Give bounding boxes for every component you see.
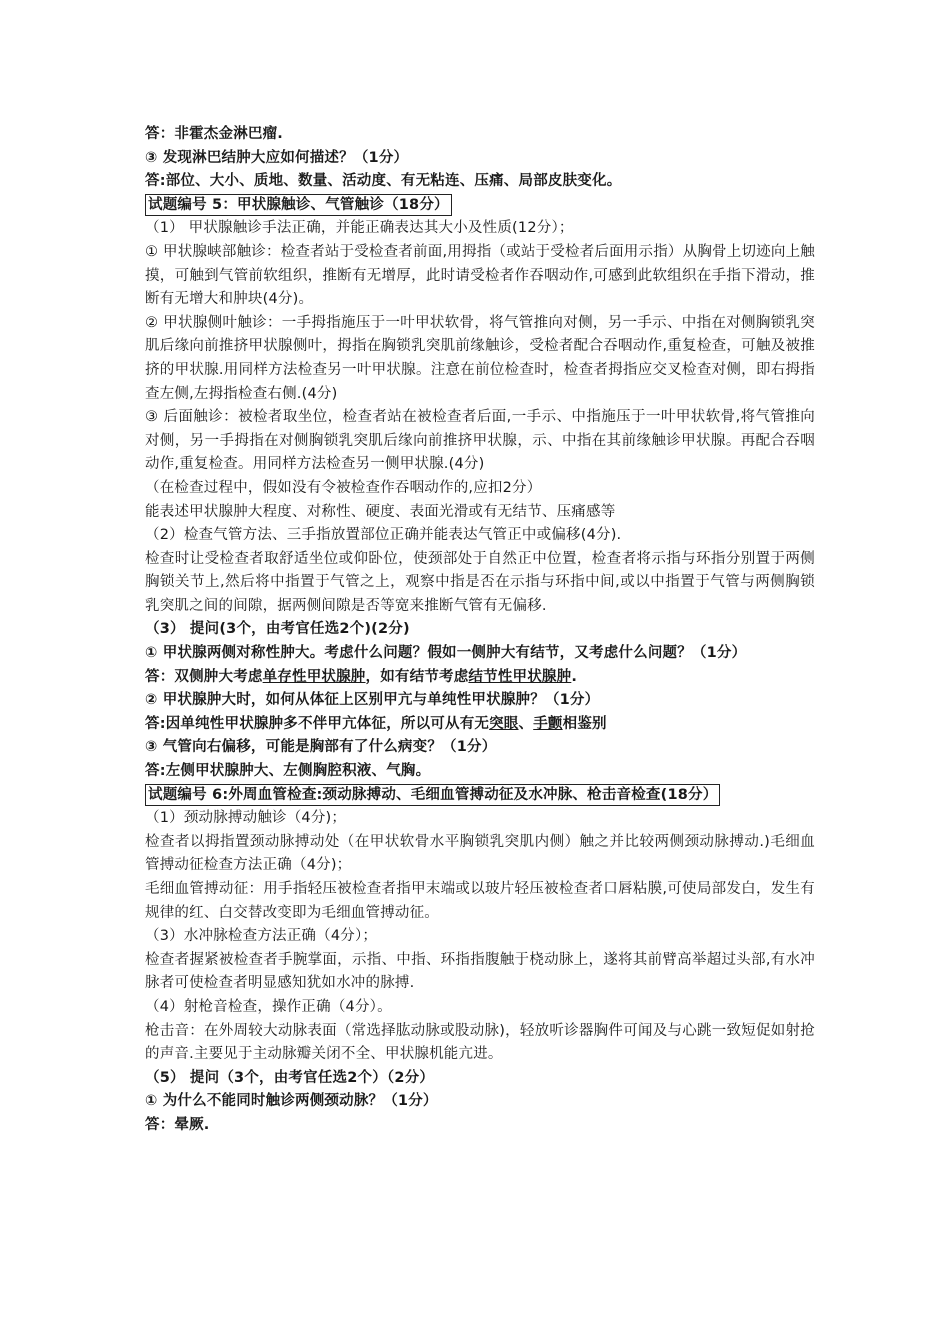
answer-text: 答:左侧甲状腺肿大、左侧胸腔积液、气胸。 xyxy=(145,763,431,780)
item-text: 能表述甲状腺肿大程度、对称性、硬度、表面光滑或有无结节、压痛感等 xyxy=(145,503,616,520)
question-text: ③ 发现淋巴结肿大应如何描述？（1分） xyxy=(145,149,409,166)
question-text: ① 甲状腺两侧对称性肿大。考虑什么问题？假如一侧肿大有结节，又考虑什么问题？（1分） xyxy=(145,645,747,662)
question-heading: （3） 提问(3个，由考官任选2个)(2分) xyxy=(145,621,410,638)
item-text: （3）水冲脉检查方法正确（4分）； xyxy=(145,928,378,945)
item-text: （1）颈动脉搏动触诊（4分)； xyxy=(145,810,347,827)
item-text: 毛细血管搏动征：用手指轻压被检查者指甲末端或以玻片轻压被检查者口唇粘膜,可使局部发白，发生有规律的红、白交替改变即为毛细血管搏动征。 xyxy=(145,881,815,921)
note-text: （在检查过程中，假如没有令被检查作吞咽动作的,应扣2分） xyxy=(145,479,542,496)
answer-text: 答：晕厥. xyxy=(145,1116,210,1133)
item-text: （2）检查气管方法、三手指放置部位正确并能表达气管正中或偏移(4分). xyxy=(145,527,622,544)
item-text: 枪击音：在外周较大动脉表面（常选择肱动脉或股动脉)，轻放听诊器胸件可闻及与心跳一致短促如射抢的声音.主要见于主动脉瓣关闭不全、甲状腺机能亢进。 xyxy=(145,1022,815,1063)
document-page xyxy=(145,123,815,1138)
item-text: ① 甲状腺峡部触诊：检查者站于受检查者前面,用拇指（或站于受检者后面用示指）从胸骨上切迹向上触摸，可触到气管前软组织，推断有无增厚，此时请受检者作吞咽动作,可感到此软组织在手指下滑动，推断有无增大和肿块(4分)。 xyxy=(145,243,815,308)
answer-text: 答：双侧肿大考虑单存性甲状腺肿，如有结节考虑结节性甲状腺肿. xyxy=(145,668,578,685)
answer-text: 答：非霍杰金淋巴瘤. xyxy=(145,126,284,142)
item-text: ② 甲状腺侧叶触诊：一手拇指施压于一叶甲状软骨，将气管推向对侧，另一手示、中指在对侧胸锁乳突肌后缘向前推挤甲状腺侧叶，拇指在胸锁乳突肌前缘触诊，受检者配合吞咽动作,重复检查，可触及被推挤的甲状腺.用同样方法检查另一叶甲状腺。注意在前位检查时，检查者拇指应交叉检查对侧，即右拇指查左侧,左拇指检查右侧.(4分) xyxy=(145,314,815,402)
item-text: （1） 甲状腺触诊手法正确，并能正确表达其大小及性质(12分）； xyxy=(145,220,574,237)
item-text: 检查者以拇指置颈动脉搏动处（在甲状软骨水平胸锁乳突肌内侧）触之并比较两侧颈动脉搏动.)毛细血管搏动征检查方法正确（4分)； xyxy=(145,833,815,874)
question-text: ① 为什么不能同时触诊两侧颈动脉？（1分） xyxy=(145,1093,438,1110)
question-text: ③ 气管向右偏移，可能是胸部有了什么病变？（1分） xyxy=(145,739,497,756)
question-text: ② 甲状腺肿大时，如何从体征上区别甲亢与单纯性甲状腺肿？（1分） xyxy=(145,692,600,709)
section-heading-6: 试题编号 6:外周血管检查:颈动脉搏动、毛细血管搏动征及水冲脉、枪击音检查(18分） xyxy=(145,784,815,808)
question-heading: （5） 提问（3个，由考官任选2个）（2分） xyxy=(145,1069,435,1086)
answer-text: 答:因单纯性甲状腺肿多不伴甲亢体征，所以可从有无突眼、手颤相鉴别 xyxy=(145,715,607,732)
answer-text: 答:部位、大小、质地、数量、活动度、有无粘连、压痛、局部皮肤变化。 xyxy=(145,173,622,190)
item-text: 检查者握紧被检查者手腕掌面，示指、中指、环指指腹触于桡动脉上，遂将其前臂高举超过头部,有水冲脉者可使检查者明显感知犹如水冲的脉搏. xyxy=(145,951,815,992)
item-text: 检查时让受检查者取舒适坐位或仰卧位，使颈部处于自然正中位置，检查者将示指与环指分别置于两侧胸锁关节上,然后将中指置于气管之上，观察中指是否在示指与环指中间,或以中指置于气管与两侧胸锁乳突肌之间的间隙，据两侧间隙是否等宽来推断气管有无偏移. xyxy=(145,550,815,614)
item-text: ③ 后面触诊：被检者取坐位，检查者站在被检查者后面,一手示、中指施压于一叶甲状软骨,将气管推向对侧，另一手拇指在对侧胸锁乳突肌后缘向前推挤甲状腺，示、中指在其前缘触诊甲状腺。再配合吞咽动作,重复检查。用同样方法检查另一侧甲状腺.(4分) xyxy=(145,409,815,473)
section-heading-5: 试题编号 5：甲状腺触诊、气管触诊（18分） xyxy=(145,194,815,218)
item-text: （4）射枪音检查，操作正确（4分）。 xyxy=(145,998,392,1015)
